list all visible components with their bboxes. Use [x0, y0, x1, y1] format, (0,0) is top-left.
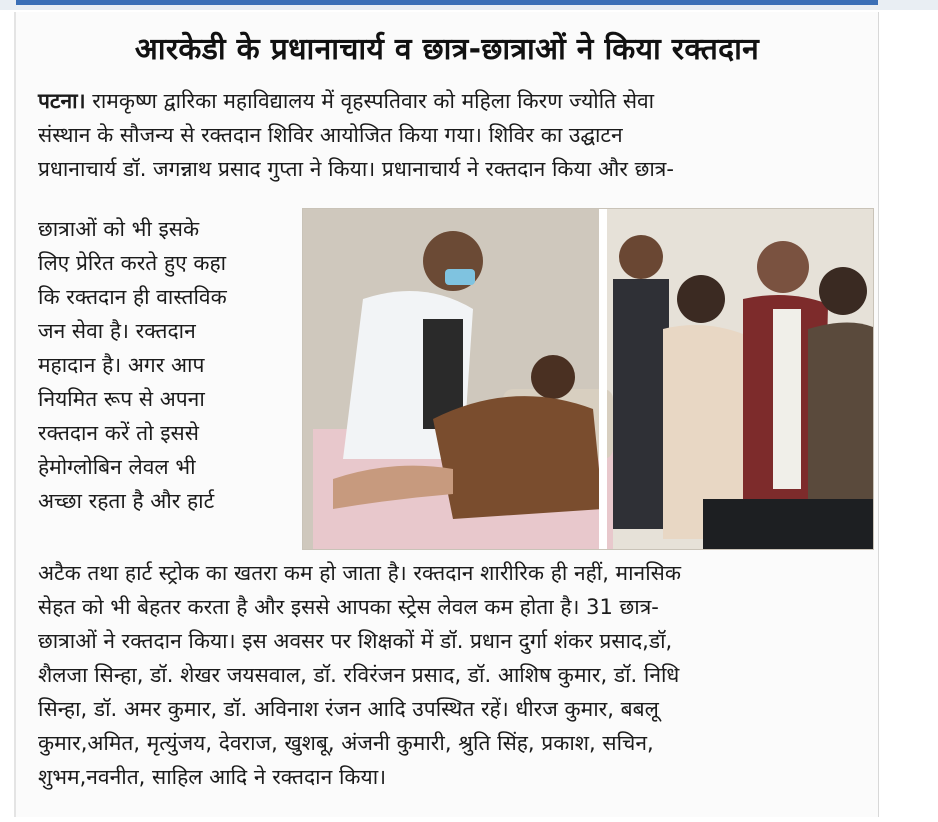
- article-line: सेहत को भी बेहतर करता है और इससे आपका स्ट्रेस लेवल कम होता है। 31 छात्र-: [38, 595, 659, 619]
- patient-head: [531, 355, 575, 399]
- top-accent-bar: [0, 0, 938, 10]
- patient-sweater: [433, 396, 603, 519]
- article-line: प्रधानाचार्य डॉ. जगन्नाथ प्रसाद गुप्ता ने किया। प्रधानाचार्य ने रक्तदान किया और छात्र-: [38, 157, 674, 181]
- article-line: संस्थान के सौजन्य से रक्तदान शिविर आयोजित किया गया। शिविर का उद्घाटन: [38, 123, 623, 147]
- article-line-text: रामकृष्ण द्वारिका महाविद्यालय में वृहस्पतिवार को महिला किरण ज्योति सेवा: [85, 89, 655, 113]
- article-line: छात्राओं को भी इसके: [38, 217, 200, 241]
- article-line: नियमित रूप से अपना: [38, 387, 205, 411]
- news-photo-blood-donation: [302, 208, 874, 550]
- article-continuation: [38, 556, 878, 794]
- article-line: लिए प्रेरित करते हुए कहा: [38, 251, 227, 275]
- article-line: अच्छा रहता है और हार्ट: [38, 489, 215, 513]
- photo-illustration: [303, 209, 873, 549]
- article-line: जन सेवा है। रक्तदान: [38, 319, 196, 343]
- article-line: अटैक तथा हार्ट स्ट्रोक का खतरा कम हो जाता है। रक्तदान शारीरिक ही नहीं, मानसिक: [38, 561, 681, 585]
- article-line: रक्तदान करें तो इससे: [38, 421, 199, 445]
- article-line: सिन्हा, डॉ. अमर कुमार, डॉ. अविनाश रंजन आदि उपस्थित रहें। धीरज कुमार, बबलू: [38, 697, 659, 721]
- article-line: शैलजा सिन्हा, डॉ. शेखर जयसवाल, डॉ. रविरंजन प्रसाद, डॉ. आशिष कुमार, डॉ. निधि: [38, 663, 680, 687]
- article-line: हेमोग्लोबिन लेवल भी: [38, 455, 196, 479]
- article-line: महादान है। अगर आप: [38, 353, 205, 377]
- article-line: कुमार,अमित, मृत्युंजय, देवराज, खुशबू, अंजनी कुमारी, श्रुति सिंह, प्रकाश, सचिन,: [38, 731, 654, 755]
- article-line: कि रक्तदान ही वास्तविक: [38, 285, 227, 309]
- dateline: पटना।: [38, 89, 86, 113]
- article-intro: [38, 84, 878, 186]
- article-line: छात्राओं ने रक्तदान किया। इस अवसर पर शिक्षकों में डॉ. प्रधान दुर्गा शंकर प्रसाद,डॉ,: [38, 629, 673, 653]
- article-line: शुभम,नवनीत, साहिल आदि ने रक्तदान किया।: [38, 765, 387, 789]
- person-1: [613, 279, 669, 529]
- article-column-left: [38, 212, 303, 518]
- headline: आरकेडी के प्रधानाचार्य व छात्र-छात्राओं ने किया रक्तदान: [134, 32, 760, 67]
- newspaper-clipping: [14, 12, 879, 817]
- article-line: [38, 84, 878, 118]
